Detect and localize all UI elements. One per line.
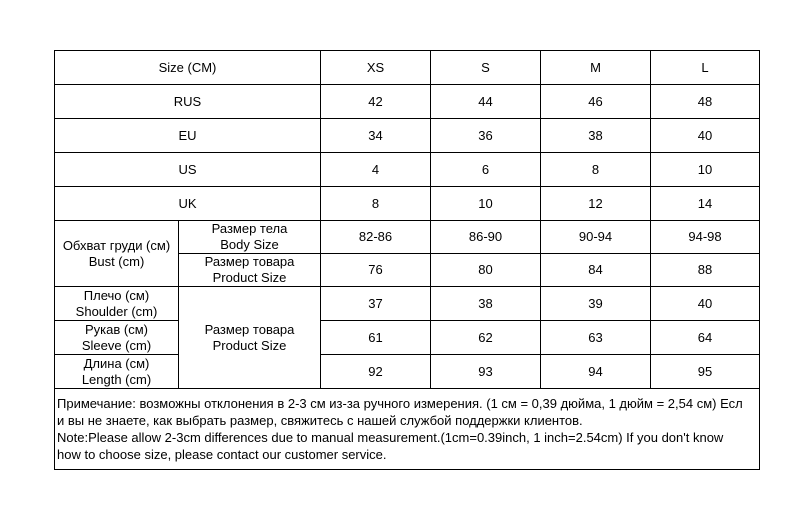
cell-shoulder-xs: 37	[321, 287, 431, 321]
cell-eu-s: 36	[431, 119, 541, 153]
table-row-uk	[55, 187, 760, 221]
size-header-xs: XS	[321, 51, 431, 85]
product-size-label-ru: Размер товара	[204, 254, 295, 269]
shoulder-label-ru: Плечо (см)	[83, 287, 150, 303]
note-line-en-1: Note:Please allow 2-3cm differences due to manual measurement.(1cm=0.39inch, 1 inch=2.54cm) If you don't know	[57, 430, 724, 445]
cell-bust-body-s: 86-90	[431, 221, 541, 254]
size-header-s: S	[431, 51, 541, 85]
row-label-eu: EU	[55, 119, 321, 153]
body-size-label-en: Body Size	[220, 237, 279, 252]
cell-bust-product-s: 80	[431, 254, 541, 287]
product-size-group-label-en: Product Size	[212, 337, 287, 353]
cell-us-s: 6	[431, 153, 541, 187]
cell-length-l: 95	[651, 355, 760, 389]
cell-sleeve-m: 63	[541, 321, 651, 355]
product-size-group-label-ru: Размер товара	[204, 321, 295, 337]
cell-uk-xs: 8	[321, 187, 431, 221]
cell-eu-xs: 34	[321, 119, 431, 153]
bust-label-ru: Обхват груди (см)	[62, 237, 171, 253]
measurement-note	[55, 389, 760, 470]
table-row-note	[55, 389, 760, 470]
cell-bust-product-l: 88	[651, 254, 760, 287]
table-row-rus	[55, 85, 760, 119]
body-size-label-ru: Размер тела	[211, 221, 288, 236]
cell-sleeve-l: 64	[651, 321, 760, 355]
table-row-bust-body	[55, 221, 760, 254]
cell-bust-body-l: 94-98	[651, 221, 760, 254]
cell-uk-m: 12	[541, 187, 651, 221]
row-label-shoulder	[55, 287, 179, 321]
cell-shoulder-m: 39	[541, 287, 651, 321]
product-size-label-en: Product Size	[212, 270, 287, 285]
row-label-bust	[55, 221, 179, 287]
cell-bust-product-xs: 76	[321, 254, 431, 287]
cell-bust-product-m: 84	[541, 254, 651, 287]
sublabel-product-size-bust	[179, 254, 321, 287]
cell-length-m: 94	[541, 355, 651, 389]
bust-label-en: Bust (cm)	[88, 253, 145, 269]
length-label-ru: Длина (см)	[83, 355, 150, 371]
cell-shoulder-l: 40	[651, 287, 760, 321]
row-label-length	[55, 355, 179, 389]
cell-rus-l: 48	[651, 85, 760, 119]
table-row-sleeve	[55, 321, 760, 355]
cell-bust-body-m: 90-94	[541, 221, 651, 254]
cell-uk-s: 10	[431, 187, 541, 221]
shoulder-label-en: Shoulder (cm)	[75, 303, 158, 319]
cell-length-s: 93	[431, 355, 541, 389]
cell-rus-m: 46	[541, 85, 651, 119]
table-row-shoulder	[55, 287, 760, 321]
sleeve-label-ru: Рукав (см)	[85, 321, 148, 337]
cell-eu-l: 40	[651, 119, 760, 153]
sleeve-label-en: Sleeve (cm)	[81, 337, 152, 353]
length-label-en: Length (cm)	[81, 371, 152, 387]
table-row-eu	[55, 119, 760, 153]
cell-bust-body-xs: 82-86	[321, 221, 431, 254]
cell-uk-l: 14	[651, 187, 760, 221]
header-row	[55, 51, 760, 85]
table-row-length	[55, 355, 760, 389]
cell-rus-xs: 42	[321, 85, 431, 119]
cell-eu-m: 38	[541, 119, 651, 153]
size-header-m: M	[541, 51, 651, 85]
cell-length-xs: 92	[321, 355, 431, 389]
cell-us-xs: 4	[321, 153, 431, 187]
note-line-en-2: how to choose size, please contact our customer service.	[57, 447, 387, 462]
note-line-ru-2: и вы не знаете, как выбрать размер, свяжитесь с нашей службой поддержки клиентов.	[57, 413, 583, 428]
sublabel-body-size	[179, 221, 321, 254]
cell-shoulder-s: 38	[431, 287, 541, 321]
cell-sleeve-s: 62	[431, 321, 541, 355]
row-label-us: US	[55, 153, 321, 187]
cell-us-l: 10	[651, 153, 760, 187]
size-header-l: L	[651, 51, 760, 85]
cell-sleeve-xs: 61	[321, 321, 431, 355]
cell-us-m: 8	[541, 153, 651, 187]
row-label-rus: RUS	[55, 85, 321, 119]
size-header-label: Size (CM)	[55, 51, 321, 85]
row-label-sleeve	[55, 321, 179, 355]
table-row-us	[55, 153, 760, 187]
note-line-ru-1: Примечание: возможны отклонения в 2-3 см из-за ручного измерения. (1 см = 0,39 дюйма, 1 дюйм = 2,54 см) Есл	[57, 396, 743, 411]
sublabel-product-size-measurements	[179, 287, 321, 389]
row-label-uk: UK	[55, 187, 321, 221]
cell-rus-s: 44	[431, 85, 541, 119]
size-chart-table	[54, 50, 760, 470]
